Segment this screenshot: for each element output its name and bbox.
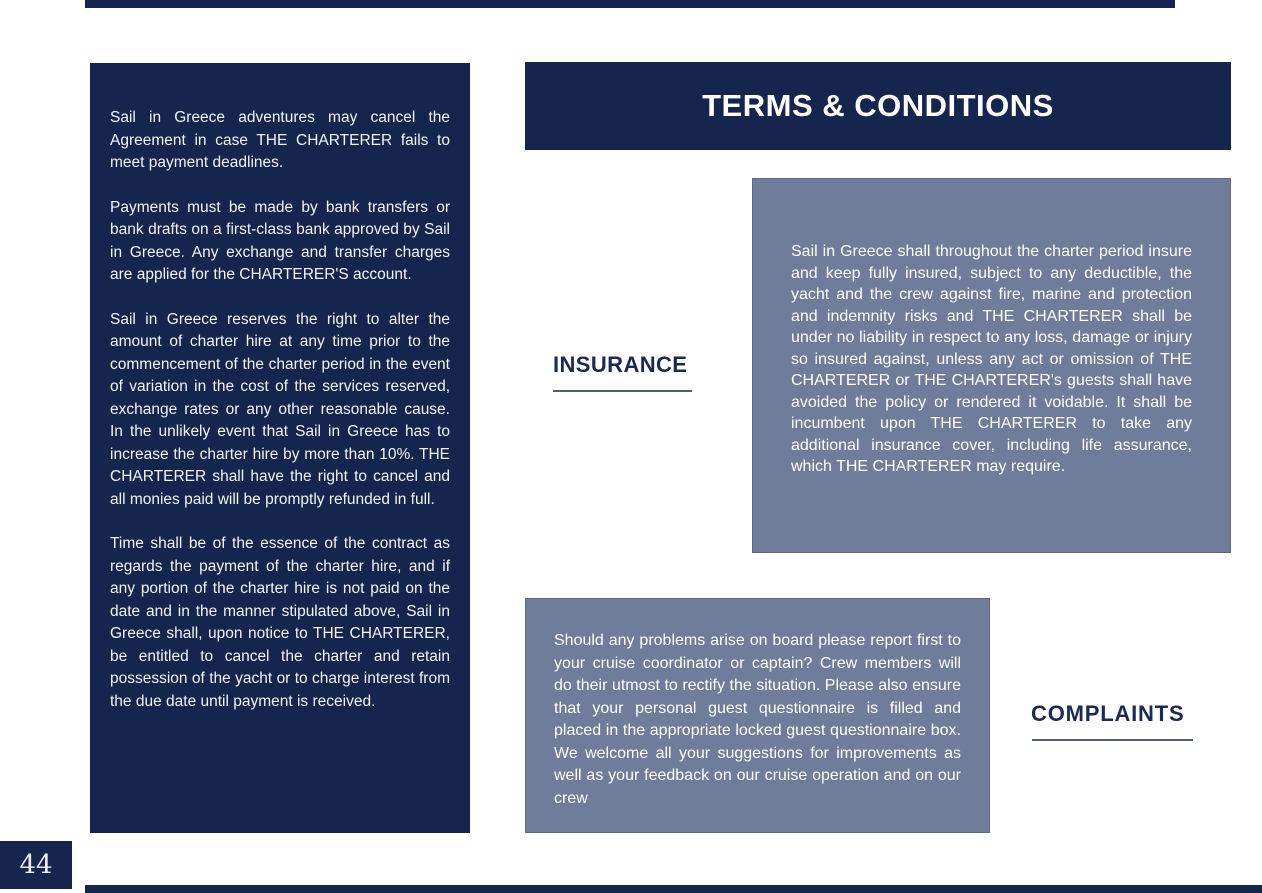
bottom-border-bar [85,885,1262,893]
page-title-banner [525,62,1231,150]
top-border-bar [85,0,1175,8]
payment-terms-panel [90,63,470,833]
insurance-body-text: Sail in Greece shall throughout the charter period insure and keep fully insured, subject to any deductible, the yacht and the crew against fire, marine and protection and indemnity risks and THE CHARTERER shall be under no liability in respect to any loss, damage or injury so insured against, unless any act or omission of THE CHARTERER or THE CHARTERER's guests shall have avoided the policy or rendered it voidable. It shall be incumbent upon THE CHARTERER to take any additional insurance cover, including life assurance, which THE CHARTERER may require. [791,243,1192,475]
page-number: 44 [19,850,53,880]
insurance-underline-rule [553,390,692,392]
complaints-text-box [525,598,990,833]
terms-paragraph: Sail in Greece adventures may cancel the Agreement in case THE CHARTERER fails to meet payment deadlines. [110,109,450,171]
complaints-body-text: Should any problems arise on board please report first to your cruise coordinator or captain? Crew members will do their utmost to rectify the situation. Please also ensure that your personal guest questionnaire is filled and placed in the appropriate locked guest questionnaire box. We welcome all your suggestions for improvements as well as your feedback on our cruise operation and on our crew [554,632,961,807]
page-title: TERMS & CONDITIONS [702,88,1054,123]
terms-paragraph: Payments must be made by bank transfers or bank drafts on a first-class bank approved by Sail in Greece. Any exchange and transfer charges are applied for the CHARTERER'S account. [110,198,450,283]
section-label-insurance: INSURANCE [553,352,688,377]
terms-paragraph: Time shall be of the essence of the contract as regards the payment of the charter hire, and if any portion of the charter hire is not paid on the date and in the manner stipulated above, Sail in Greece shall, upon notice to THE CHARTERER, be entitled to cancel the charter and retain possession of the yacht or to charge interest from the due date until payment is received. [110,535,450,710]
complaints-underline-rule [1032,739,1193,741]
insurance-text-box [752,178,1231,553]
page-number-box [0,841,72,889]
section-label-complaints: COMPLAINTS [1031,701,1185,726]
terms-paragraph: Sail in Greece reserves the right to alter the amount of charter hire at any time prior to the commencement of the charter period in the event of variation in the cost of the services reserved, exchange rates or any other reasonable cause. In the unlikely event that Sail in Greece has to increase the charter hire by more than 10%. THE CHARTERER shall have the right to cancel and all monies paid will be promptly refunded in full. [110,310,450,508]
